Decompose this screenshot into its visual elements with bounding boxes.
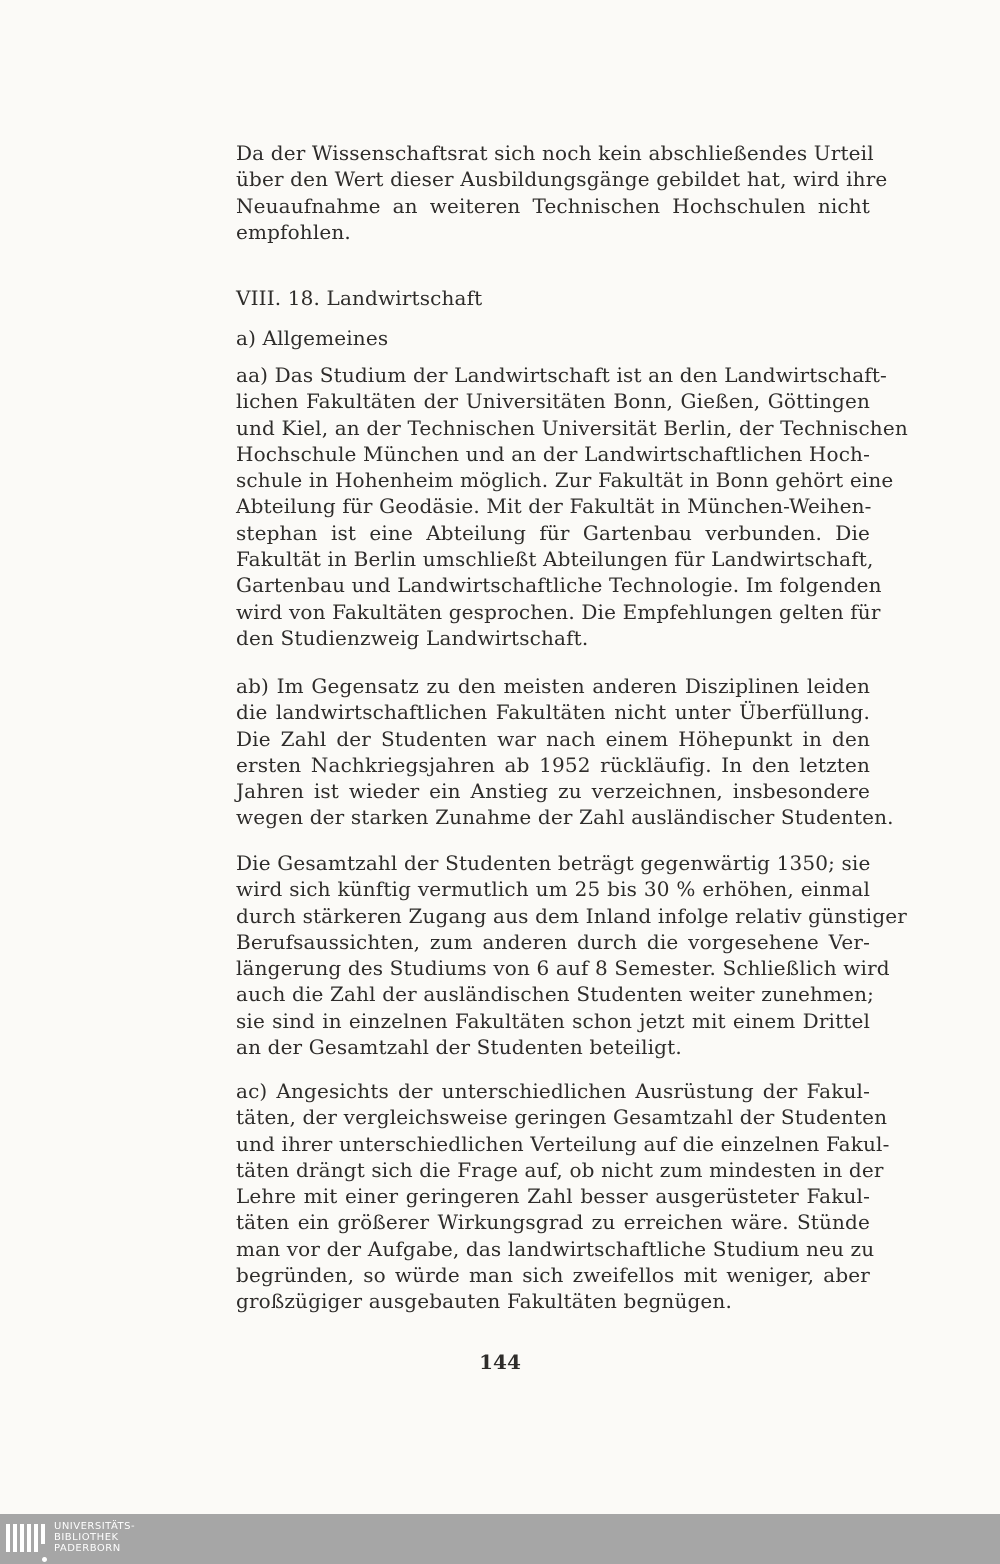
text-line: und ihrer unterschiedlichen Verteilung auf die einzelnen Fakul-	[236, 1131, 890, 1156]
logo-line: PADERBORN	[54, 1543, 121, 1554]
page-number: 144	[479, 1350, 521, 1374]
text-line: Abteilung für Geodäsie. Mit der Fakultät in München-Weihen-	[236, 494, 872, 519]
text-line: Fakultät in Berlin umschließt Abteilungen für Landwirtschaft,	[236, 547, 874, 572]
text-line: wird von Fakultäten gesprochen. Die Empfehlungen gelten für	[236, 599, 881, 624]
text-line: sie sind in einzelnen Fakultäten schon jetzt mit einem Drittel	[236, 1008, 870, 1033]
text-line: Lehre mit einer geringeren Zahl besser ausgerüsteter Fakul-	[236, 1184, 870, 1209]
text-line: Hochschule München und an der Landwirtschaftlichen Hoch-	[236, 441, 870, 466]
text-line: lichen Fakultäten der Universitäten Bonn, Gießen, Göttingen	[236, 389, 870, 414]
library-footer-bar	[0, 1514, 1000, 1564]
logo-line: UNIVERSITÄTS-	[54, 1521, 136, 1532]
section-heading: VIII. 18. Landwirtschaft	[236, 286, 483, 310]
text-line: über den Wert dieser Ausbildungsgänge gebildet hat, wird ihre	[236, 167, 888, 192]
text-line: wegen der starken Zunahme der Zahl ausländischer Studenten.	[236, 805, 894, 830]
paragraph-ab	[236, 673, 894, 831]
library-logo-icon	[6, 1524, 46, 1552]
text-line: Da der Wissenschaftsrat sich noch kein abschließendes Urteil	[236, 141, 874, 165]
text-line: Neuaufnahme an weiteren Technischen Hochschulen nicht	[236, 193, 870, 218]
text-line: aa) Das Studium der Landwirtschaft ist an den Landwirtschaft-	[236, 363, 887, 387]
text-line: ab) Im Gegensatz zu den meisten anderen Disziplinen leiden	[236, 674, 870, 698]
text-line: den Studienzweig Landwirtschaft.	[236, 625, 589, 650]
text-line: die landwirtschaftlichen Fakultäten nicht unter Überfüllung.	[236, 700, 870, 725]
text-line: täten drängt sich die Frage auf, ob nicht zum mindesten in der	[236, 1157, 884, 1182]
text-line: großzügiger ausgebauten Fakultäten begnügen.	[236, 1289, 732, 1314]
text-line: Jahren ist wieder ein Anstieg zu verzeichnen, insbesondere	[236, 779, 870, 804]
text-line: auch die Zahl der ausländischen Studenten weiter zunehmen;	[236, 982, 875, 1007]
text-line: wird sich künftig vermutlich um 25 bis 30 % erhöhen, einmal	[236, 877, 870, 902]
intro-paragraph	[236, 140, 888, 245]
text-line: ersten Nachkriegsjahren ab 1952 rückläufig. In den letzten	[236, 752, 870, 777]
paragraph-total-students	[236, 850, 907, 1060]
text-line: längerung des Studiums von 6 auf 8 Semester. Schließlich wird	[236, 956, 890, 981]
text-line: begründen, so würde man sich zweifellos mit weniger, aber	[236, 1263, 870, 1288]
text-line: durch stärkeren Zugang aus dem Inland infolge relativ günstiger	[236, 903, 907, 928]
paragraph-aa	[236, 362, 908, 651]
library-logo-text	[54, 1521, 135, 1554]
text-line: schule in Hohenheim möglich. Zur Fakultät in Bonn gehört eine	[236, 468, 894, 493]
text-line: und Kiel, an der Technischen Universität Berlin, der Technischen	[236, 415, 908, 440]
text-line: Gartenbau und Landwirtschaftliche Technologie. Im folgenden	[236, 573, 882, 598]
text-line: Die Zahl der Studenten war nach einem Höhepunkt in den	[236, 726, 870, 751]
text-line: stephan ist eine Abteilung für Gartenbau verbunden. Die	[236, 520, 870, 545]
text-line: täten ein größerer Wirkungsgrad zu erreichen wäre. Stünde	[236, 1210, 870, 1235]
text-line: Berufsaussichten, zum anderen durch die vorgesehene Ver-	[236, 929, 870, 954]
text-line: Die Gesamtzahl der Studenten beträgt gegenwärtig 1350; sie	[236, 851, 871, 875]
text-line: an der Gesamtzahl der Studenten beteiligt.	[236, 1035, 682, 1060]
logo-line: BIBLIOTHEK	[54, 1532, 119, 1543]
paragraph-ac	[236, 1078, 890, 1315]
subsection-heading: a) Allgemeines	[236, 326, 389, 350]
text-line: täten, der vergleichsweise geringen Gesamtzahl der Studenten	[236, 1105, 888, 1130]
text-line: man vor der Aufgabe, das landwirtschaftliche Studium neu zu	[236, 1236, 875, 1261]
text-line: empfohlen.	[236, 219, 351, 244]
text-line: ac) Angesichts der unterschiedlichen Ausrüstung der Fakul-	[236, 1079, 870, 1103]
